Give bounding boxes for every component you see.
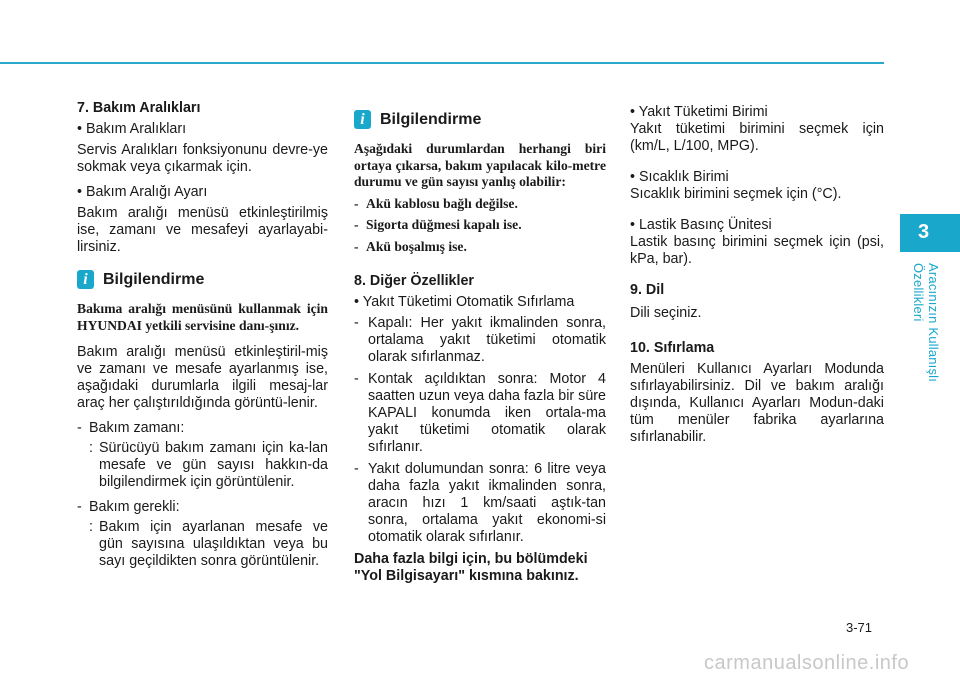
note-trip-computer: Daha fazla bilgi için, bu bölümdeki "Yol Bilgisayarı" kısmına bakınız. [354, 551, 588, 584]
info-title: Bilgilendirme [103, 271, 205, 288]
sub-item-maintenance-time: : Sürücüyü bakım zamanı için ka-lan mesafe ve gün sayısı hakkın-da bilgilendirmek için görüntülenir. [89, 440, 328, 490]
info-icon: i [77, 270, 94, 289]
sub-item-maintenance-required: : Bakım için ayarlanan mesafe ve gün sayısına ulaşıldıktan veya bu sayı geçildikten sonra görüntülenir. [89, 519, 328, 569]
dash-item-maintenance-required: - Bakım gerekli: [77, 499, 180, 515]
column-2 [354, 100, 606, 589]
section-heading-other: 8. Diğer Özellikler [354, 273, 474, 289]
bullet-fuel-reset: • Yakıt Tüketimi Otomatik Sıfırlama [354, 294, 575, 310]
paragraph-language: Dili seçiniz. [630, 305, 702, 321]
paragraph-messages: Bakım aralığı menüsü etkinleştiril-miş ve zamanı ve mesafe ayarlanmış ise, aşağıdaki durumlarla ilgili mesaj-lar araç her çalıştırıldığında görüntü-lenir. [77, 344, 328, 411]
bullet-maintenance-intervals: • Bakım Aralıkları [77, 121, 187, 137]
chapter-title: Aracınızın Kullanışlı Özellikleri [911, 263, 941, 383]
info-icon: i [354, 110, 371, 129]
bullet-interval-setting: • Bakım Aralığı Ayarı [77, 184, 208, 200]
paragraph-reset: Menüleri Kullanıcı Ayarları Modunda sıfırlayabilirsiniz. Dil ve bakım aralığı dışında, Kullanıcı Ayarları Modun-daki tüm menüler fabrika ayarlarına sıfırlanabilir. [630, 361, 884, 445]
section-heading-maintenance: 7. Bakım Aralıkları [77, 100, 201, 116]
paragraph-fuel-unit: Yakıt tüketimi birimini seçmek için (km/L, L/100, MPG). [630, 121, 884, 154]
page-number: 3-71 [846, 620, 873, 635]
dash-item-maintenance-time: - Bakım zamanı: [77, 420, 185, 436]
info-text: Aşağıdaki durumlardan herhangi biri ortaya çıkarsa, bakım yapılacak kilo-metre durumu ve gün sayısı yanlış olabilir: [354, 141, 606, 189]
info-list-item: - Akü boşalmış ise. [354, 238, 467, 254]
dash-item: - Kontak açıldıktan sonra: Motor 4 saatten uzun veya daha fazla bir süre KAPALI konumda iken ortala-ma yakıt tüketimi otomatik olarak sıfırlanır. [354, 371, 606, 455]
info-list-item: - Sigorta düğmesi kapalı ise. [354, 217, 522, 232]
bullet-temp-unit: • Sıcaklık Birimi [630, 169, 729, 185]
paragraph-interval-setting: Bakım aralığı menüsü etkinleştirilmiş ise, zamanı ve mesafeyi ayarlayabi-lirsiniz. [77, 205, 328, 255]
bullet-tire-unit: • Lastik Basınç Ünitesi [630, 217, 772, 233]
section-heading-language: 9. Dil [630, 282, 665, 298]
chapter-tab [900, 214, 960, 252]
info-box-1-header [77, 270, 328, 289]
info-text: Bakıma aralığı menüsünü kullanmak için HYUNDAI yetkili servisine danı-şınız. [77, 301, 328, 333]
paragraph-intervals: Servis Aralıkları fonksiyonunu devre-ye sokmak veya çıkarmak için. [77, 142, 328, 175]
info-title: Bilgilendirme [380, 111, 482, 128]
info-list-item: - Akü kablosu bağlı değilse. [354, 195, 518, 211]
column-3 [630, 100, 884, 454]
paragraph-tire-unit: Lastik basınç birimini seçmek için (psi, kPa, bar). [630, 234, 884, 267]
bullet-fuel-unit: • Yakıt Tüketimi Birimi [630, 104, 768, 120]
column-1 [77, 100, 328, 576]
chapter-number: 3 [918, 221, 930, 243]
dash-item: - Yakıt dolumundan sonra: 6 litre veya daha fazla yakıt ikmalinden sonra, aracın hızı 1 km/saati aştık-tan sonra, ortalama yakıt ekonomi-si otomatik olarak sıfırlanır. [354, 461, 606, 545]
paragraph-temp-unit: Sıcaklık birimini seçmek için (°C). [630, 186, 842, 202]
section-heading-reset: 10. Sıfırlama [630, 340, 715, 356]
watermark: carmanualsonline.info [704, 652, 910, 674]
info-box-2-header [354, 110, 606, 129]
top-rule [0, 62, 884, 64]
dash-item: - Kapalı: Her yakıt ikmalinden sonra, ortalama yakıt tüketimi otomatik olarak sıfırlanmaz. [354, 315, 606, 365]
